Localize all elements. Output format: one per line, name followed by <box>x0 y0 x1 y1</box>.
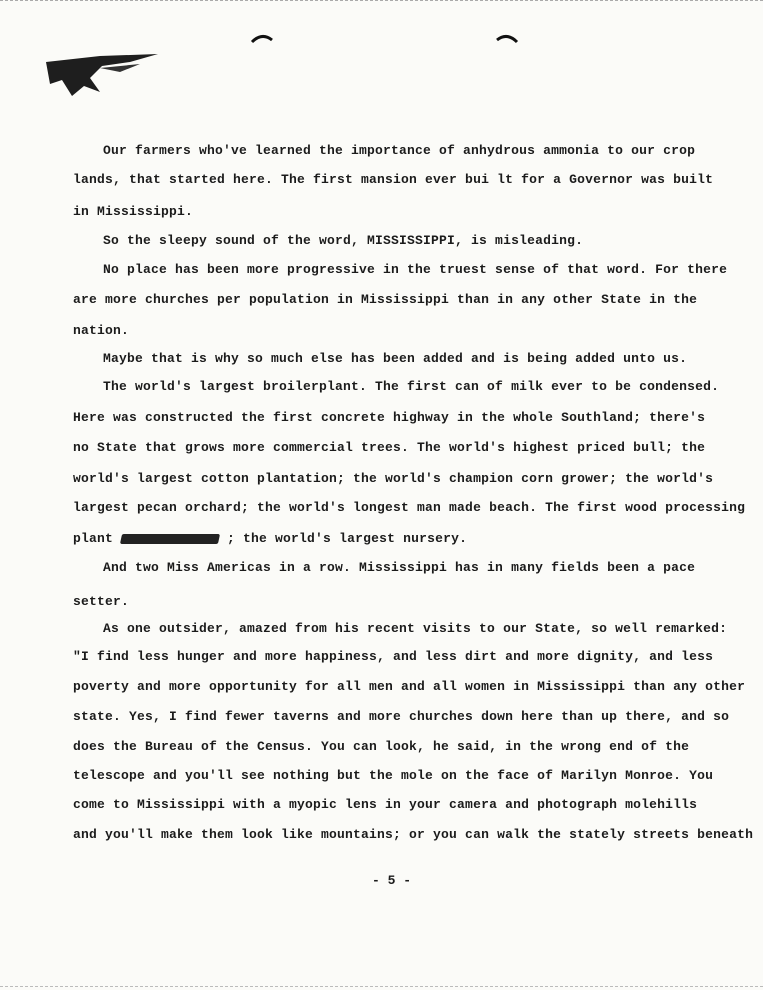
text-line-19: poverty and more opportunity for all men and all women in Mississippi than any other <box>73 679 746 694</box>
bottom-edge-border <box>0 986 763 989</box>
text-line-7: nation. <box>73 323 130 338</box>
text-line-5: No place has been more progressive in the truest sense of that word. For there <box>103 262 728 277</box>
text-line-14 <box>73 531 467 547</box>
top-edge-border <box>0 0 763 3</box>
text-line-6: are more churches per population in Mississippi than in any other State in the <box>73 292 698 307</box>
text-line-21: does the Bureau of the Census. You can look, he said, in the wrong end of the <box>73 739 690 754</box>
redaction-mark <box>120 534 220 544</box>
text-line-17: As one outsider, amazed from his recent visits to our State, so well remarked: <box>103 621 728 636</box>
text-line-20: state. Yes, I find fewer taverns and more churches down here than up there, and so <box>73 709 730 724</box>
text-line-24: and you'll make them look like mountains; or you can walk the stately streets beneath <box>73 827 754 842</box>
text-line-9: The world's largest broilerplant. The first can of milk ever to be condensed. <box>103 379 720 394</box>
text-line-13: largest pecan orchard; the world's longest man made beach. The first wood processing <box>73 500 746 515</box>
text-line-2: lands, that started here. The first mansion ever bui lt for a Governor was built <box>73 172 714 187</box>
text-line-22: telescope and you'll see nothing but the mole on the face of Marilyn Monroe. You <box>73 768 714 783</box>
text-line-18: "I find less hunger and more happiness, and less dirt and more dignity, and less <box>73 649 714 664</box>
page-number: - 5 - <box>372 873 412 888</box>
scan-artifact-mark-left <box>250 32 274 44</box>
text-line-23: come to Mississippi with a myopic lens in your camera and photograph molehills <box>73 797 698 812</box>
text-line-15: And two Miss Americas in a row. Mississippi has in many fields been a pace <box>103 560 696 575</box>
text-line-3: in Mississippi. <box>73 204 194 219</box>
text-line-10: Here was constructed the first concrete highway in the whole Southland; there's <box>73 410 706 425</box>
text-line-8: Maybe that is why so much else has been added and is being added unto us. <box>103 351 688 366</box>
text-line-11: no State that grows more commercial trees. The world's highest priced bull; the <box>73 440 706 455</box>
text-line-12: world's largest cotton plantation; the world's champion corn grower; the world's <box>73 471 714 486</box>
scan-artifact-mark-right <box>495 32 519 44</box>
text-line-16: setter. <box>73 594 130 609</box>
text-line-14-start: plant <box>73 531 114 546</box>
text-line-1: Our farmers who've learned the importance of anhydrous ammonia to our crop <box>103 143 696 158</box>
text-line-14-end: ; the world's largest nursery. <box>227 531 468 546</box>
scan-artifact-smudge <box>40 50 170 102</box>
text-line-4: So the sleepy sound of the word, MISSISSIPPI, is misleading. <box>103 233 584 248</box>
